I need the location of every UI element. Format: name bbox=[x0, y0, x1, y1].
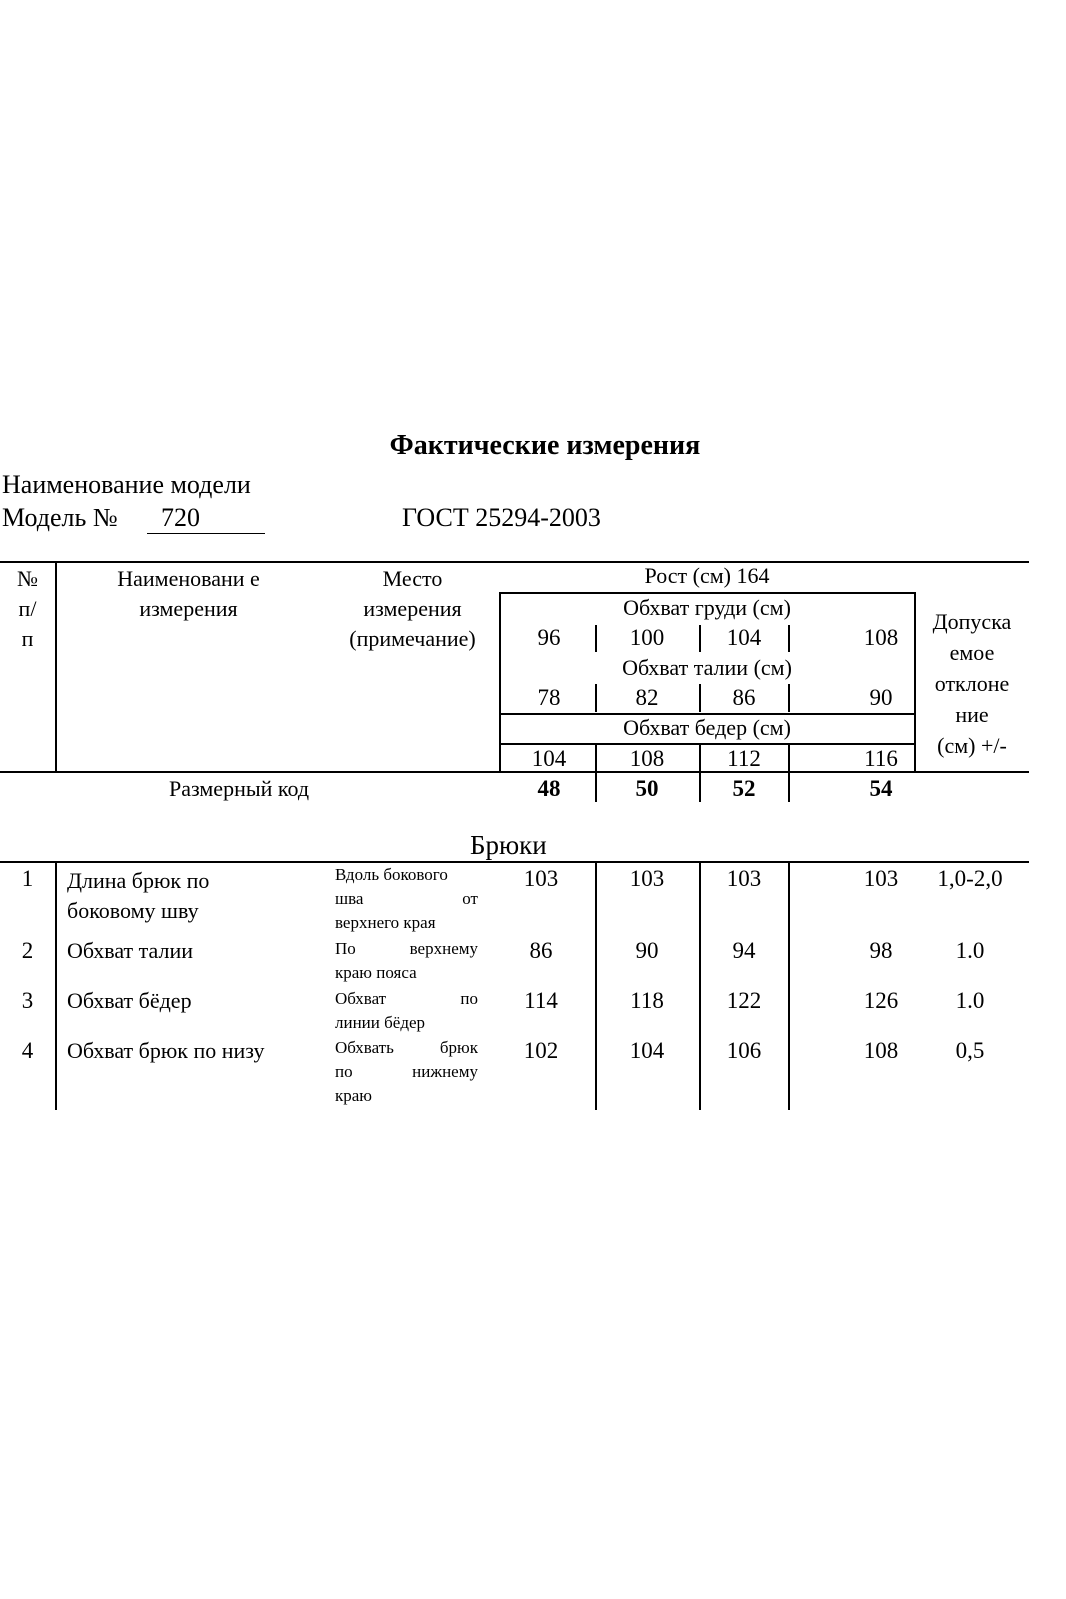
header-waist-label: Обхват талии (см) bbox=[622, 655, 792, 680]
header-chest-label: Обхват груди (см) bbox=[623, 595, 791, 620]
row-number: 4 bbox=[21, 1038, 34, 1063]
row-name: Длина брюк по боковому шву bbox=[67, 868, 210, 923]
row-value: 106 bbox=[726, 1038, 762, 1063]
row-value: 104 bbox=[629, 1038, 665, 1063]
row-value: 103 bbox=[523, 866, 559, 891]
row-number: 1 bbox=[21, 866, 34, 891]
chest-value: 108 bbox=[863, 625, 899, 650]
row-value: 98 bbox=[869, 938, 893, 963]
size-code: 48 bbox=[537, 776, 561, 801]
hips-value: 112 bbox=[727, 746, 761, 771]
header-height: Рост (см) 164 bbox=[644, 563, 770, 588]
row-name: Обхват бёдер bbox=[67, 988, 192, 1013]
row-value: 108 bbox=[863, 1038, 899, 1063]
row-value: 118 bbox=[630, 988, 664, 1013]
row-number: 2 bbox=[21, 938, 34, 963]
model-number-value: 720 bbox=[147, 503, 265, 534]
hips-value: 104 bbox=[531, 746, 567, 771]
header-col-name: Наименовани е измерения bbox=[117, 566, 260, 621]
row-value: 90 bbox=[635, 938, 659, 963]
row-name: Обхват талии bbox=[67, 938, 194, 963]
size-code: 54 bbox=[869, 776, 893, 801]
page-title: Фактические измерения bbox=[389, 430, 701, 461]
size-code: 50 bbox=[635, 776, 659, 801]
row-value: 122 bbox=[726, 988, 762, 1013]
row-value: 103 bbox=[726, 866, 762, 891]
waist-value: 82 bbox=[635, 685, 659, 710]
waist-value: 90 bbox=[869, 685, 893, 710]
row-place-note: По верхнему краю пояса bbox=[335, 939, 478, 982]
row-value: 86 bbox=[529, 938, 553, 963]
row-tolerance: 1.0 bbox=[955, 988, 985, 1013]
row-tolerance: 1.0 bbox=[955, 938, 985, 963]
row-tolerance: 0,5 bbox=[955, 1038, 985, 1063]
row-place-note: Обхват по линии бёдер bbox=[335, 989, 478, 1032]
header-col-number: № п/ п bbox=[17, 566, 38, 651]
row-value: 94 bbox=[732, 938, 756, 963]
chest-value: 96 bbox=[537, 625, 561, 650]
header-tolerance: Допуска емое отклоне ние (см) +/- bbox=[932, 609, 1012, 758]
hips-value: 116 bbox=[864, 746, 898, 771]
row-number: 3 bbox=[21, 988, 34, 1013]
header-hips-label: Обхват бедер (см) bbox=[623, 715, 791, 740]
chest-value: 104 bbox=[726, 625, 762, 650]
size-code-label: Размерный код bbox=[169, 776, 310, 801]
waist-value: 78 bbox=[537, 685, 561, 710]
row-value: 103 bbox=[863, 866, 899, 891]
waist-value: 86 bbox=[732, 685, 756, 710]
row-place-note: Вдоль бокового шва от верхнего края bbox=[335, 865, 478, 932]
chest-value: 100 bbox=[629, 625, 665, 650]
row-value: 114 bbox=[524, 988, 558, 1013]
header-col-place: Место измерения (примечание) bbox=[349, 566, 476, 651]
row-value: 103 bbox=[629, 866, 665, 891]
row-value: 126 bbox=[863, 988, 899, 1013]
model-number-label: Модель № bbox=[2, 503, 118, 532]
row-tolerance: 1,0-2,0 bbox=[937, 866, 1003, 891]
size-code: 52 bbox=[732, 776, 756, 801]
gost-standard: ГОСТ 25294-2003 bbox=[402, 503, 601, 532]
row-value: 102 bbox=[523, 1038, 559, 1063]
section-title: Брюки bbox=[470, 830, 547, 860]
hips-value: 108 bbox=[629, 746, 665, 771]
row-name: Обхват брюк по низу bbox=[67, 1038, 265, 1063]
row-place-note: Обхвать брюк по нижнему краю bbox=[335, 1038, 478, 1105]
model-name-label: Наименование модели bbox=[2, 470, 251, 499]
